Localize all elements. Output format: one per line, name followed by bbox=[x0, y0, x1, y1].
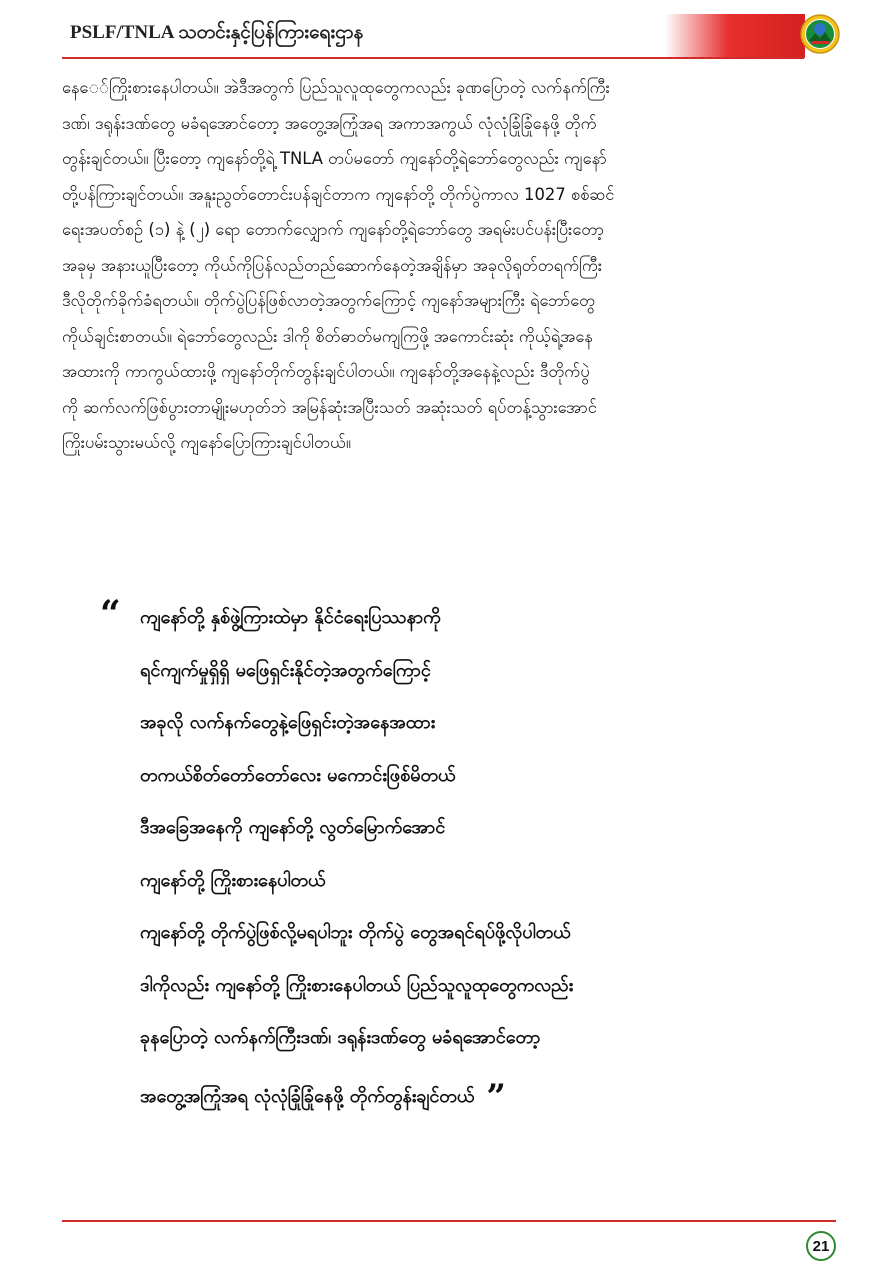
quote-line: အခုလို လက်နက်တွေနဲ့ဖြေရှင်းတဲ့အနေအထား bbox=[140, 712, 436, 733]
page-number: 21 bbox=[806, 1231, 836, 1261]
body-line: ကို ဆက်လက်ဖြစ်ပွားတာမျိုးမဟုတ်ဘဲ အမြန်ဆုံးအပြီးသတ် အဆုံးသတ် ရပ်တန့်သွားအောင် bbox=[62, 397, 597, 417]
quote-line-text: အတွေ့အကြုံအရ လုံလုံခြုံခြုံနေဖို့ တိုက်တွန်းချင်တယ် bbox=[140, 1085, 475, 1107]
quote-line: ကျနော်တို့ နှစ်ဖွဲ့ကြားထဲမှာ နိုင်ငံရေးပြဿနာကို bbox=[140, 607, 441, 628]
quote-line: ဒါကိုလည်း ကျနော်တို့ ကြိုးစားနေပါတယ် ပြည်သူလူထုတွေကလည်း bbox=[140, 974, 574, 996]
quote-line: ကျနော်တို့ တိုက်ပွဲဖြစ်လို့မရပါဘူး တိုက်ပွဲ တွေအရင်ရပ်ဖို့လိုပါတယ် bbox=[140, 922, 571, 943]
quote-line: ရင်ကျက်မှုရှိရှိ မဖြေရှင်းနိုင်တဲ့အတွက်ကြောင့် bbox=[140, 659, 431, 681]
body-line: တွန်းချင်တယ်။ ပြီးတော့ ကျနော်တို့ရဲ့ TNLA တပ်မတော် ကျနော်တို့ရဲဘော်တွေလည်း ကျနော် bbox=[62, 149, 607, 168]
header-red-band bbox=[665, 14, 805, 58]
body-line: ကြိုးပမ်းသွားမယ်လို့ ကျနော်ပြောကြားချင်ပါတယ်။ bbox=[62, 433, 351, 452]
body-line: ဒီလိုတိုက်ခိုက်ခံရတယ်။ တိုက်ပွဲပြန်ဖြစ်လာတဲ့အတွက်ကြောင့် ကျနော်အများကြီး ရဲဘော်တွေ bbox=[62, 291, 596, 310]
body-line: အခုမှ အနားယူပြီးတော့ ကိုယ်ကိုပြန်လည်တည်ဆောက်နေတဲ့အချိန်မှာ အခုလိုရုတ်တရက်ကြီး bbox=[62, 255, 603, 275]
page-header bbox=[0, 0, 896, 70]
header-divider bbox=[62, 57, 804, 59]
body-paragraph bbox=[62, 70, 838, 461]
footer-divider bbox=[62, 1220, 836, 1222]
quote-line: တကယ်စိတ်တော်တော်လေး မကောင်းဖြစ်မိတယ် bbox=[140, 764, 456, 786]
body-line: ဒဏ်၊ ဒရုန်းဒဏ်တွေ မခံရအောင်တော့ အတွေ့အကြုံအရ အကာအကွယ် လုံလုံခြုံခြုံနေဖို့ တိုက် bbox=[62, 113, 597, 133]
body-line: တို့ပန်ကြားချင်တယ်။ အနူးညွတ်တောင်းပန်ချင်တာက ကျနော်တို့ တိုက်ပွဲကာလ 1027 စစ်ဆင် bbox=[62, 184, 615, 204]
body-line: ရေးအပတ်စဉ် (၁) နဲ့ (၂) ရော တောက်လျှောက် ကျနော်တို့ရဲဘော်တွေ အရမ်းပင်ပန်းပြီးတော့ bbox=[62, 220, 604, 239]
organization-seal-icon bbox=[800, 14, 840, 54]
open-quote-mark: “ bbox=[100, 593, 121, 635]
quote-line: ဒီအခြေအနေကို ကျနော်တို့ လွတ်မြောက်အောင် bbox=[140, 817, 446, 838]
body-line: နေ‌‌ေ်ကြိုးစားနေပါတယ်။ အဲဒီအတွက် ပြည်သူလူထုတွေကလည်း ခုဏပြောတဲ့ လက်နက်ကြီး bbox=[62, 78, 610, 97]
quote-line: ခုနပြောတဲ့ လက်နက်ကြီးဒဏ်၊ ဒရုန်းဒဏ်တွေ မခံရအောင်တော့ bbox=[140, 1027, 541, 1048]
body-line: အထားကို ကာကွယ်ထားဖို့ ကျနော်တိုက်တွန်းချင်ပါတယ်။ ကျနော်တို့အနေနဲ့လည်း ဒီတိုက်ပွဲ bbox=[62, 362, 590, 381]
header-title: PSLF/TNLA သတင်းနှင့်ပြန်ကြားရေးဌာန bbox=[70, 22, 364, 43]
pull-quote bbox=[100, 592, 760, 1123]
close-quote-mark: ” bbox=[486, 1076, 506, 1117]
body-line: ကိုယ်ချင်းစာတယ်။ ရဲဘော်တွေလည်း ဒါကို စိတ်ဓာတ်မကျကြဖို့ အကောင်းဆုံး ကိုယ့်ရဲ့အနေ bbox=[62, 326, 593, 346]
quote-line: ကျနော်တို့ ကြိုးစားနေပါတယ် bbox=[140, 869, 326, 891]
quote-line-last bbox=[100, 1065, 760, 1124]
